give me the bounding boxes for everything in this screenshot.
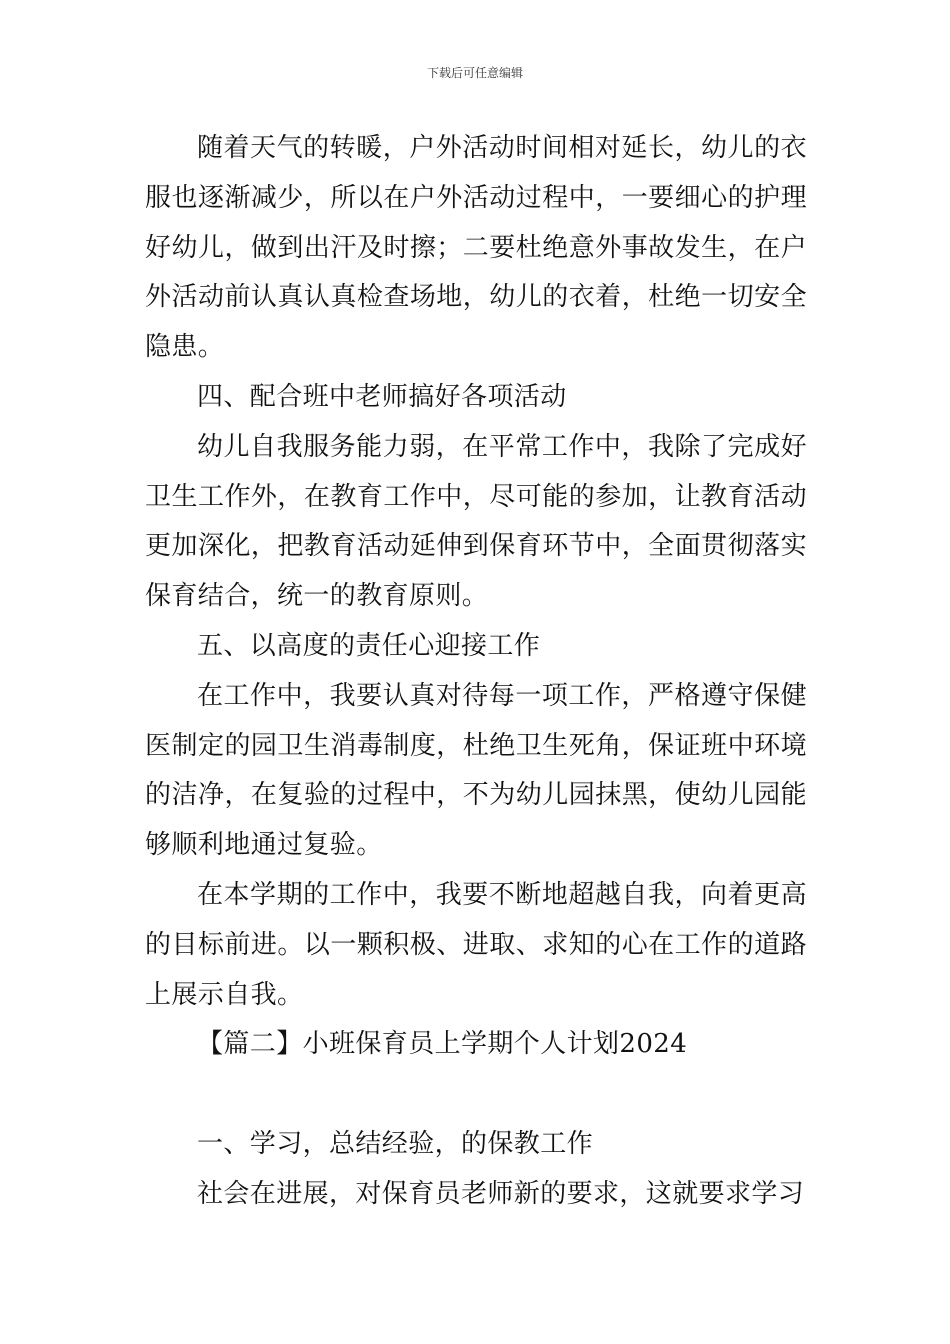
paragraph-education-cooperation: 幼儿自我服务能力弱，在平常工作中，我除了完成好卫生工作外，在教育工作中，尽可能的参加，让教育活动更加深化，把教育活动延伸到保育环节中，全面贯彻落实保育结合，统一的教育原则。: [145, 431, 807, 612]
heading-five: 五、以高度的责任心迎接工作: [197, 630, 541, 661]
section-title: 【篇二】小班保育员上学期个人计划2024: [197, 1029, 688, 1060]
document-body: [145, 124, 807, 1220]
paragraph-responsibility: 在工作中，我要认真对待每一项工作，严格遵守保健医制定的园卫生消毒制度，杜绝卫生死角，保证班中环境的洁净，在复验的过程中，不为幼儿园抹黑，使幼儿园能够顺利地通过复验。: [145, 680, 807, 861]
paragraph-self-improvement: 在本学期的工作中，我要不断地超越自我，向着更高的目标前进。以一颗积极、进取、求知的心在工作的道路上展示自我。: [145, 879, 807, 1010]
heading-one: 一、学习，总结经验，的保教工作: [197, 1128, 594, 1159]
heading-four: 四、配合班中老师搞好各项活动: [197, 381, 567, 412]
page-header: 下载后可任意编辑: [426, 66, 523, 80]
blank-line: [145, 1070, 807, 1120]
paragraph-outdoor-care: 随着天气的转暖，户外活动时间相对延长，幼儿的衣服也逐渐减少，所以在户外活动过程中，一要细心的护理好幼儿，做到出汗及时擦；二要杜绝意外事故发生，在户外活动前认真认真检查场地，幼儿的衣着，杜绝一切安全隐患。: [145, 133, 807, 363]
paragraph-learning: 社会在进展，对保育员老师新的要求，这就要求学习: [197, 1178, 805, 1209]
